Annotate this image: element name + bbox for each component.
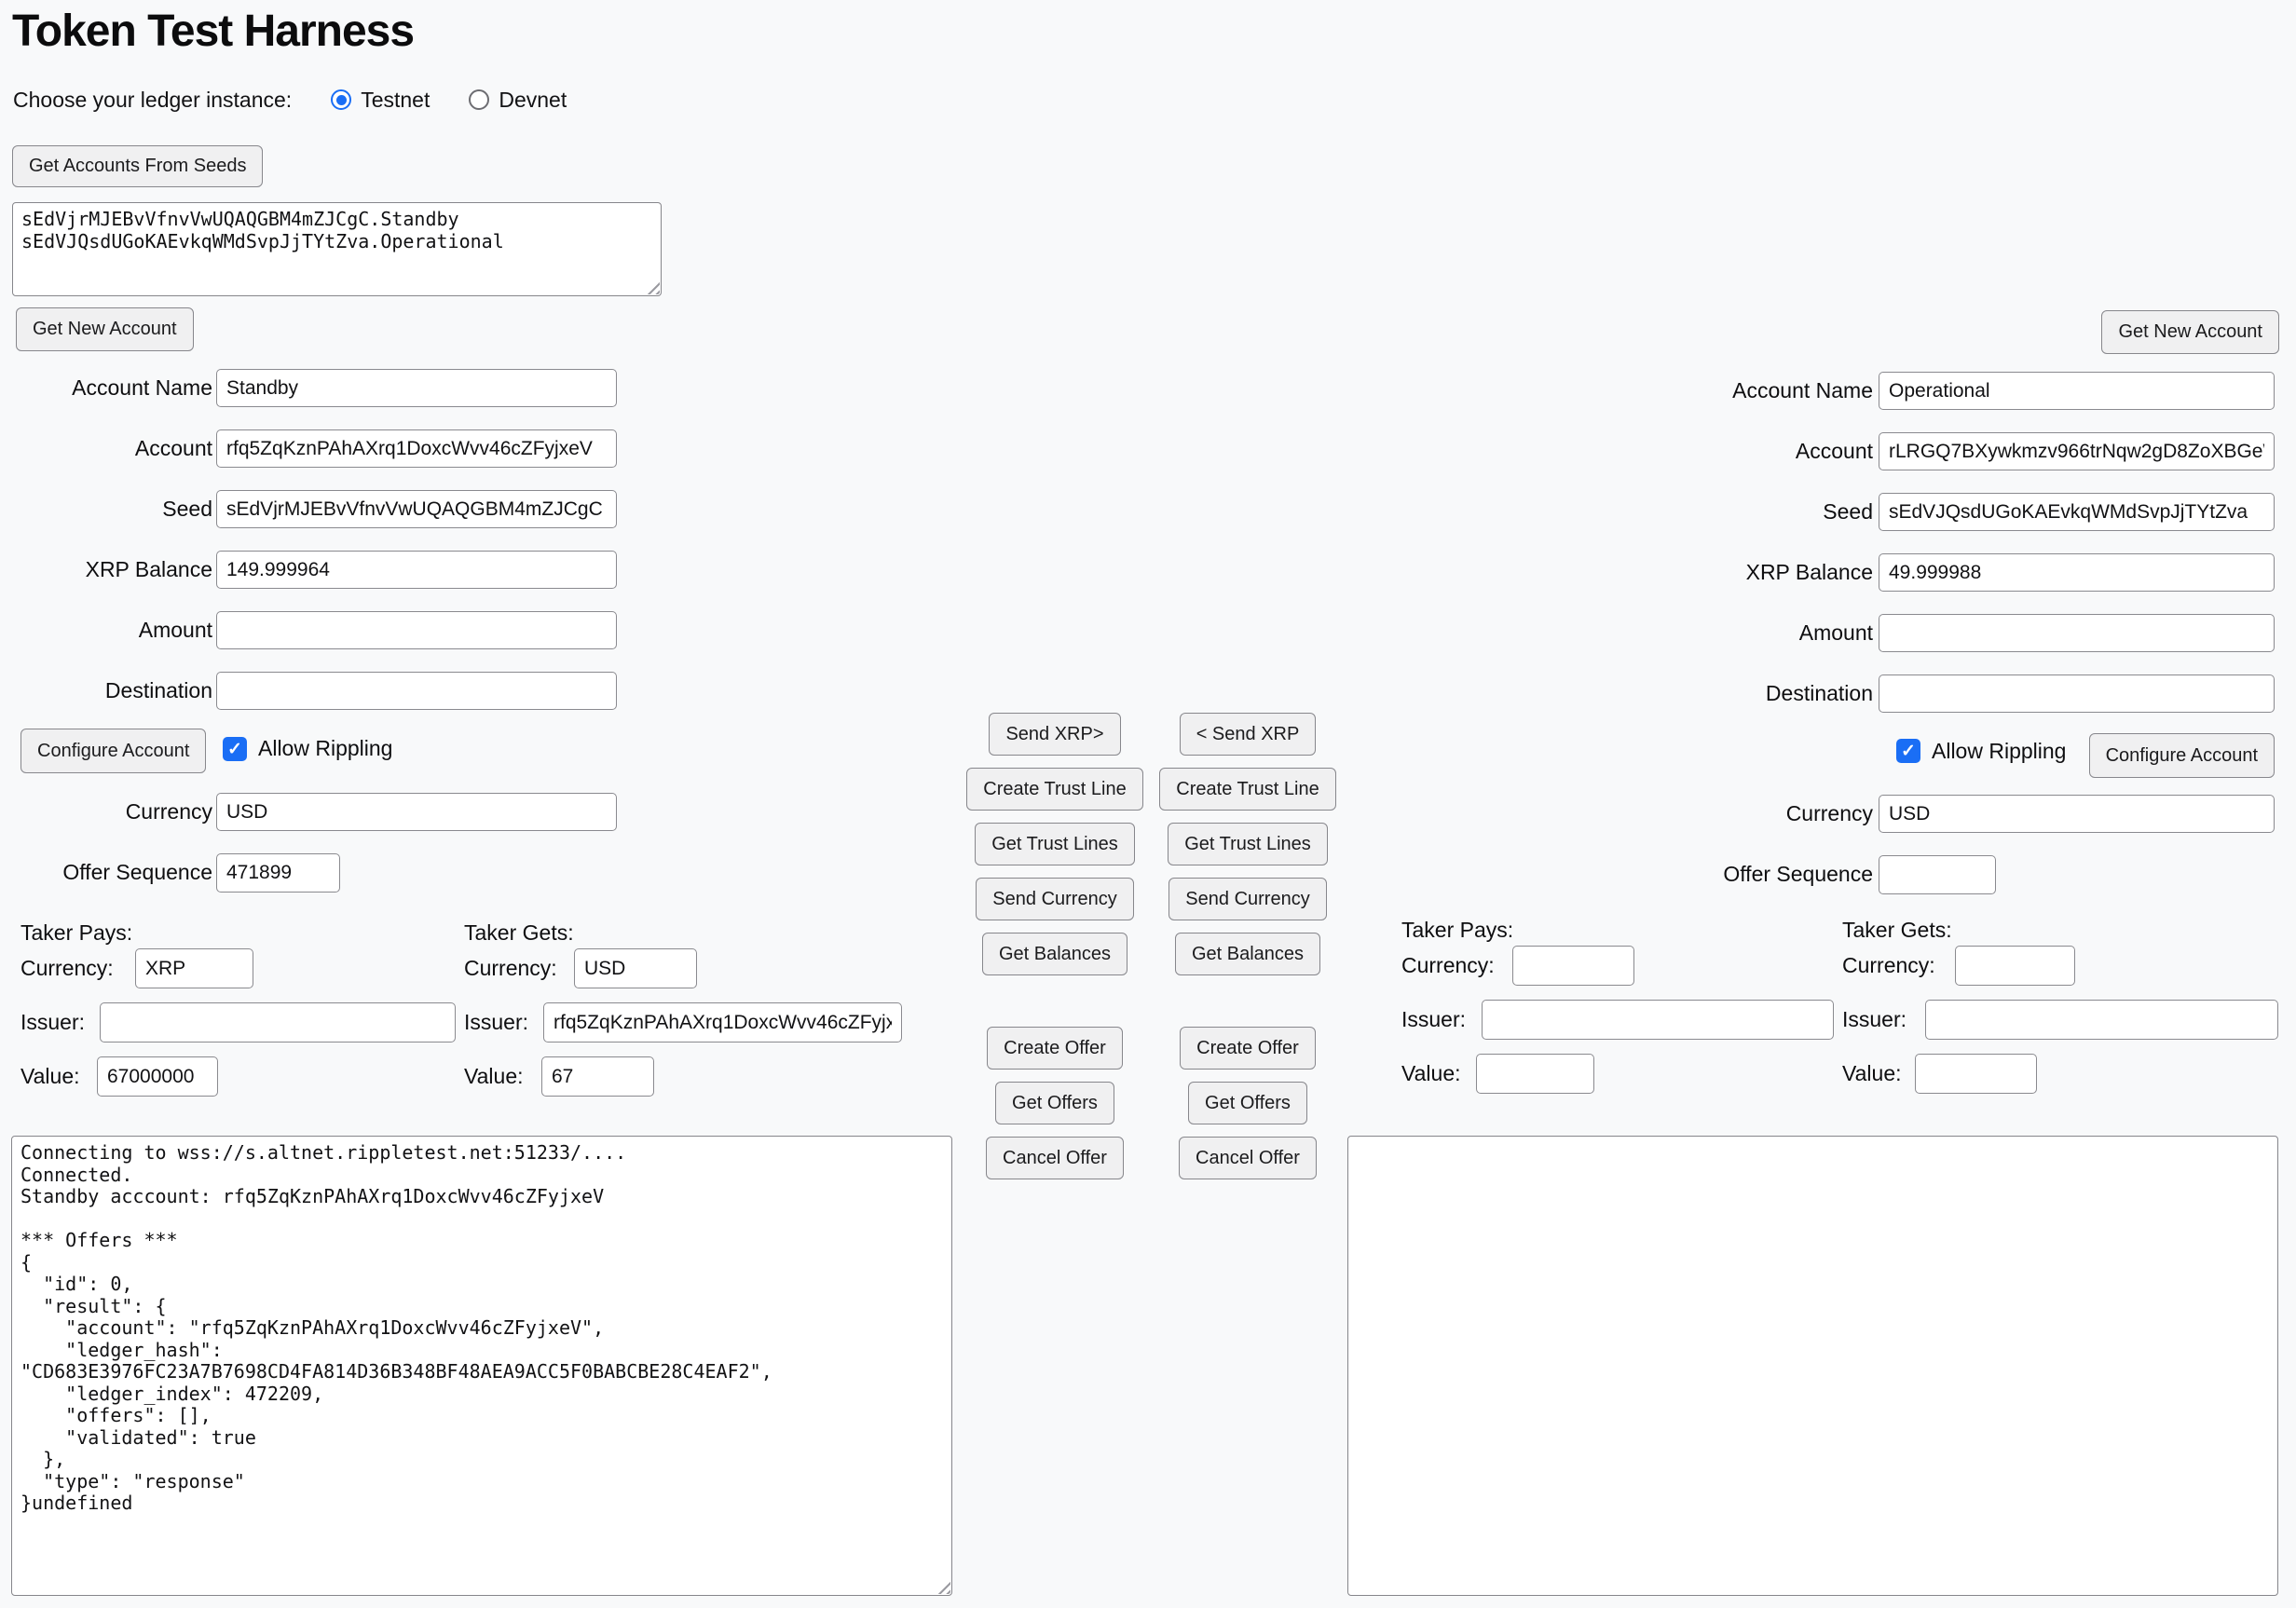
operational-destination-label: Destination <box>1765 681 1873 705</box>
standby-send-xrp-button[interactable]: Send XRP> <box>989 713 1120 756</box>
standby-taker-pays-value-label: Value: <box>20 1064 80 1088</box>
operational-account-name-label: Account Name <box>1732 378 1873 402</box>
testnet-radio[interactable] <box>331 89 351 110</box>
operational-offer-sequence-field[interactable] <box>1879 855 1996 894</box>
operational-account-field[interactable] <box>1879 432 2275 470</box>
standby-taker-gets-issuer-field[interactable] <box>543 1002 902 1042</box>
standby-taker-gets-currency-label: Currency: <box>464 956 557 980</box>
operational-xrp-balance-field[interactable] <box>1879 553 2275 592</box>
operational-cancel-offer-button[interactable]: Cancel Offer <box>1179 1137 1317 1179</box>
operational-taker-gets-issuer-field[interactable] <box>1925 1000 2278 1040</box>
standby-account-name-field[interactable] <box>216 369 617 407</box>
standby-taker-gets-value-field[interactable] <box>541 1056 654 1097</box>
checkmark-icon: ✓ <box>227 739 242 759</box>
operational-taker-gets-heading: Taker Gets: <box>1842 918 1952 942</box>
standby-configure-account-button[interactable]: Configure Account <box>20 729 206 773</box>
standby-seed-field[interactable] <box>216 490 617 528</box>
operational-get-new-account-button[interactable]: Get New Account <box>2101 310 2279 354</box>
standby-destination-field[interactable] <box>216 672 617 710</box>
standby-allow-rippling-label: Allow Rippling <box>258 736 393 760</box>
operational-get-balances-button[interactable]: Get Balances <box>1175 933 1320 975</box>
seeds-textarea[interactable] <box>12 202 662 296</box>
operational-send-xrp-button[interactable]: < Send XRP <box>1180 713 1317 756</box>
operational-create-offer-button[interactable]: Create Offer <box>1180 1027 1316 1070</box>
operational-allow-rippling-label: Allow Rippling <box>1932 739 2067 763</box>
standby-results-textarea[interactable] <box>11 1136 952 1596</box>
operational-account-label: Account <box>1795 439 1873 463</box>
operational-taker-pays-issuer-label: Issuer: <box>1401 1007 1467 1031</box>
operational-taker-gets-issuer-label: Issuer: <box>1842 1007 1907 1031</box>
standby-taker-pays-issuer-label: Issuer: <box>20 1010 86 1034</box>
operational-taker-pays-value-label: Value: <box>1401 1061 1461 1085</box>
operational-get-trust-lines-button[interactable]: Get Trust Lines <box>1168 823 1328 865</box>
operational-account-name-field[interactable] <box>1879 372 2275 410</box>
standby-results-wrap <box>11 1136 952 1596</box>
standby-amount-field[interactable] <box>216 611 617 649</box>
operational-destination-field[interactable] <box>1879 675 2275 713</box>
operational-xrp-balance-label: XRP Balance <box>1745 560 1873 584</box>
operational-taker-pays-issuer-field[interactable] <box>1482 1000 1834 1040</box>
operational-taker-gets-value-label: Value: <box>1842 1061 1902 1085</box>
standby-actions-column <box>962 713 1148 1179</box>
standby-get-new-account-button[interactable]: Get New Account <box>16 307 194 351</box>
operational-allow-rippling-checkbox[interactable] <box>1896 739 1920 763</box>
standby-cancel-offer-button[interactable]: Cancel Offer <box>986 1137 1124 1179</box>
standby-currency-label: Currency <box>125 799 212 824</box>
radio-dot-icon <box>336 95 347 105</box>
page-title: Token Test Harness <box>12 7 415 56</box>
standby-send-currency-button[interactable]: Send Currency <box>976 878 1133 920</box>
devnet-radio[interactable] <box>469 89 489 110</box>
seeds-textarea-wrap <box>12 202 662 296</box>
standby-offer-sequence-field[interactable] <box>216 853 340 893</box>
operational-currency-field[interactable] <box>1879 795 2275 833</box>
standby-xrp-balance-label: XRP Balance <box>85 557 212 581</box>
operational-taker-pays-value-field[interactable] <box>1476 1054 1594 1094</box>
standby-get-trust-lines-button[interactable]: Get Trust Lines <box>975 823 1135 865</box>
standby-taker-pays-currency-label: Currency: <box>20 956 114 980</box>
operational-taker-pays-currency-label: Currency: <box>1401 953 1495 977</box>
standby-offer-sequence-label: Offer Sequence <box>62 860 212 884</box>
standby-get-offers-button[interactable]: Get Offers <box>995 1082 1114 1124</box>
standby-taker-pays-issuer-field[interactable] <box>100 1002 456 1042</box>
standby-taker-pays-heading: Taker Pays: <box>20 920 133 945</box>
operational-amount-field[interactable] <box>1879 614 2275 652</box>
standby-account-field[interactable] <box>216 429 617 468</box>
ledger-instance-label: Choose your ledger instance: <box>13 87 293 112</box>
operational-get-offers-button[interactable]: Get Offers <box>1188 1082 1307 1124</box>
standby-taker-gets-issuer-label: Issuer: <box>464 1010 529 1034</box>
operational-taker-gets-value-field[interactable] <box>1915 1054 2037 1094</box>
operational-taker-gets-currency-label: Currency: <box>1842 953 1935 977</box>
operational-results-wrap <box>1347 1136 2278 1596</box>
standby-get-balances-button[interactable]: Get Balances <box>982 933 1128 975</box>
standby-destination-label: Destination <box>104 678 212 702</box>
operational-results-textarea[interactable] <box>1347 1136 2278 1596</box>
standby-xrp-balance-field[interactable] <box>216 551 617 589</box>
operational-create-trust-line-button[interactable]: Create Trust Line <box>1159 768 1335 811</box>
get-accounts-from-seeds-button[interactable]: Get Accounts From Seeds <box>12 145 263 187</box>
operational-actions-column <box>1155 713 1340 1179</box>
standby-account-label: Account <box>134 436 212 460</box>
checkmark-icon: ✓ <box>1901 741 1916 761</box>
operational-seed-field[interactable] <box>1879 493 2275 531</box>
standby-seed-label: Seed <box>162 497 212 521</box>
standby-currency-field[interactable] <box>216 793 617 831</box>
standby-taker-pays-value-field[interactable] <box>97 1056 218 1097</box>
operational-taker-pays-heading: Taker Pays: <box>1401 918 1514 942</box>
testnet-radio-label[interactable]: Testnet <box>361 87 430 112</box>
standby-create-trust-line-button[interactable]: Create Trust Line <box>966 768 1142 811</box>
standby-taker-gets-heading: Taker Gets: <box>464 920 574 945</box>
operational-seed-label: Seed <box>1823 499 1873 524</box>
ledger-instance-chooser <box>13 84 567 116</box>
operational-taker-gets-currency-field[interactable] <box>1955 946 2075 986</box>
devnet-radio-label[interactable]: Devnet <box>499 87 567 112</box>
standby-allow-rippling-checkbox[interactable] <box>223 737 247 761</box>
operational-amount-label: Amount <box>1798 620 1873 645</box>
standby-account-name-label: Account Name <box>72 375 212 400</box>
standby-taker-pays-currency-field[interactable] <box>135 948 253 988</box>
operational-currency-label: Currency <box>1785 801 1873 825</box>
operational-send-currency-button[interactable]: Send Currency <box>1168 878 1326 920</box>
operational-taker-pays-currency-field[interactable] <box>1512 946 1634 986</box>
standby-create-offer-button[interactable]: Create Offer <box>987 1027 1123 1070</box>
standby-amount-label: Amount <box>138 618 212 642</box>
standby-taker-gets-currency-field[interactable] <box>574 948 697 988</box>
standby-taker-gets-value-label: Value: <box>464 1064 524 1088</box>
operational-configure-account-button[interactable]: Configure Account <box>2089 733 2275 778</box>
operational-offer-sequence-label: Offer Sequence <box>1723 862 1873 886</box>
